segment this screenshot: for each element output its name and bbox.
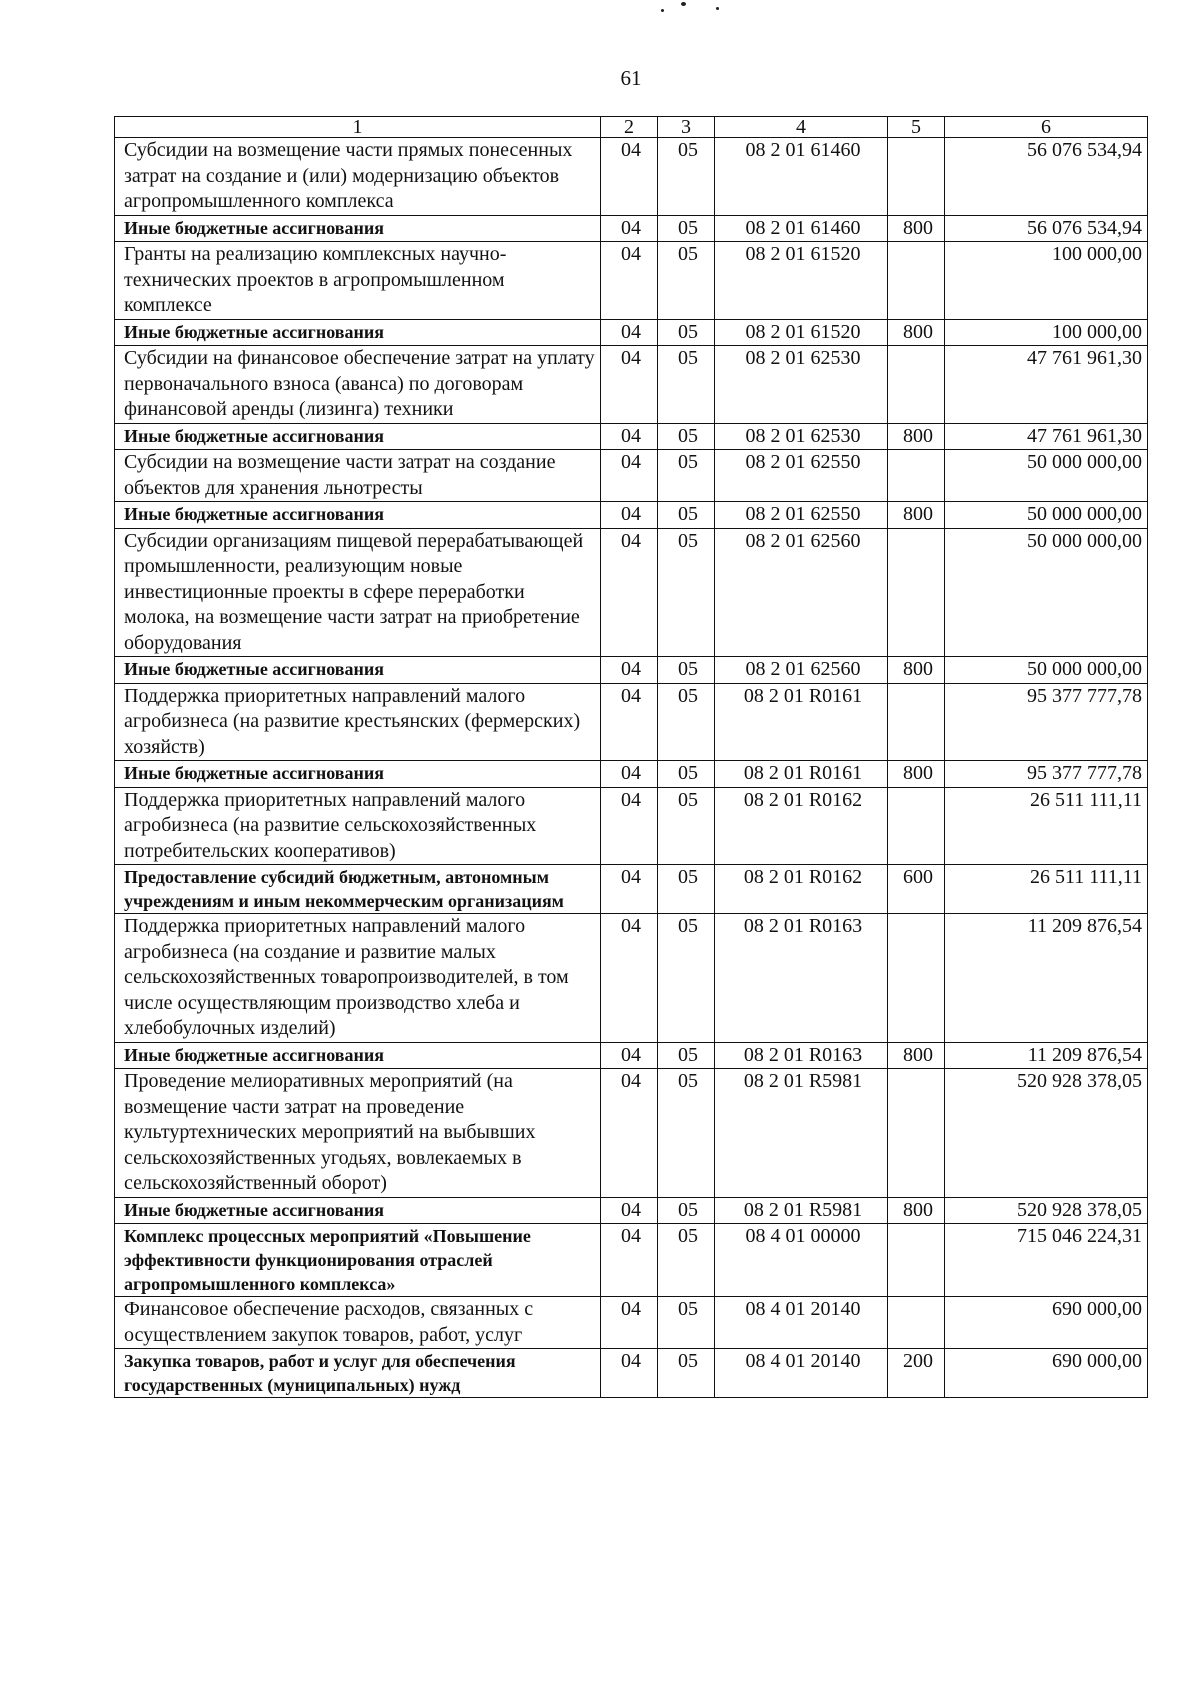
row-section: 04 (601, 1042, 658, 1069)
row-target-code: 08 2 01 R0161 (715, 761, 888, 788)
table-row (115, 319, 1148, 346)
row-name: Предоставление субсидий бюджетным, автономным учреждениям и иным некоммерческим организациям (115, 865, 601, 914)
table-row (115, 242, 1148, 320)
row-amount: 50 000 000,00 (945, 502, 1148, 529)
row-target-code: 08 2 01 R0162 (715, 787, 888, 865)
row-target-code: 08 2 01 62550 (715, 450, 888, 502)
row-name: Закупка товаров, работ и услуг для обеспечения государственных (муниципальных) нужд (115, 1349, 601, 1398)
row-subsection: 05 (658, 346, 715, 424)
row-expense-type (888, 787, 945, 865)
row-amount: 50 000 000,00 (945, 450, 1148, 502)
row-subsection: 05 (658, 319, 715, 346)
header-col-1: 1 (115, 117, 601, 138)
row-name: Иные бюджетные ассигнования (115, 423, 601, 450)
row-amount: 690 000,00 (945, 1349, 1148, 1398)
row-amount: 715 046 224,31 (945, 1224, 1148, 1297)
row-name: Субсидии на возмещение части затрат на создание объектов для хранения льнотресты (115, 450, 601, 502)
budget-table (114, 116, 1148, 1398)
row-name: Иные бюджетные ассигнования (115, 502, 601, 529)
row-section: 04 (601, 319, 658, 346)
row-subsection: 05 (658, 914, 715, 1043)
scan-speck (681, 2, 686, 6)
row-name: Субсидии на финансовое обеспечение затрат на уплату первоначального взноса (аванса) по договорам финансовой аренды (лизинга) техники (115, 346, 601, 424)
row-expense-type (888, 1069, 945, 1198)
row-section: 04 (601, 1349, 658, 1398)
row-target-code: 08 2 01 61460 (715, 138, 888, 216)
table-row (115, 215, 1148, 242)
row-expense-type (888, 1224, 945, 1297)
header-col-4: 4 (715, 117, 888, 138)
row-section: 04 (601, 138, 658, 216)
row-target-code: 08 2 01 62530 (715, 346, 888, 424)
row-name: Субсидии организациям пищевой перерабатывающей промышленности, реализующим новые инвестиционные проекты в сфере переработки молока, на возмещение части затрат на приобретение оборудования (115, 528, 601, 657)
row-expense-type: 800 (888, 657, 945, 684)
row-section: 04 (601, 657, 658, 684)
row-section: 04 (601, 761, 658, 788)
table-row (115, 657, 1148, 684)
row-amount: 11 209 876,54 (945, 914, 1148, 1043)
row-section: 04 (601, 1069, 658, 1198)
row-expense-type: 800 (888, 319, 945, 346)
row-expense-type: 800 (888, 1197, 945, 1224)
row-name: Финансовое обеспечение расходов, связанных с осуществлением закупок товаров, работ, услуг (115, 1297, 601, 1349)
row-name: Проведение мелиоративных мероприятий (на возмещение части затрат на проведение культуртехнических мероприятий на выбывших сельскохозяйственных угодьях, вовлекаемых в сельскохозяйственный оборот) (115, 1069, 601, 1198)
table-row (115, 1297, 1148, 1349)
row-amount: 690 000,00 (945, 1297, 1148, 1349)
row-amount: 50 000 000,00 (945, 657, 1148, 684)
row-section: 04 (601, 1224, 658, 1297)
table-row (115, 1349, 1148, 1398)
row-amount: 100 000,00 (945, 319, 1148, 346)
row-expense-type (888, 346, 945, 424)
table-row (115, 683, 1148, 761)
row-section: 04 (601, 528, 658, 657)
row-target-code: 08 2 01 R0163 (715, 1042, 888, 1069)
row-target-code: 08 2 01 62530 (715, 423, 888, 450)
row-subsection: 05 (658, 657, 715, 684)
row-expense-type (888, 528, 945, 657)
table-row (115, 761, 1148, 788)
row-amount: 47 761 961,30 (945, 423, 1148, 450)
row-target-code: 08 2 01 62560 (715, 657, 888, 684)
row-subsection: 05 (658, 865, 715, 914)
row-amount: 26 511 111,11 (945, 865, 1148, 914)
row-expense-type (888, 683, 945, 761)
row-subsection: 05 (658, 502, 715, 529)
row-target-code: 08 2 01 62560 (715, 528, 888, 657)
row-name: Иные бюджетные ассигнования (115, 1042, 601, 1069)
row-target-code: 08 2 01 61460 (715, 215, 888, 242)
header-col-5: 5 (888, 117, 945, 138)
row-subsection: 05 (658, 1069, 715, 1198)
row-target-code: 08 2 01 R0161 (715, 683, 888, 761)
table-row (115, 138, 1148, 216)
scan-speck (716, 7, 719, 10)
row-subsection: 05 (658, 1224, 715, 1297)
table-row (115, 865, 1148, 914)
row-section: 04 (601, 450, 658, 502)
row-amount: 56 076 534,94 (945, 215, 1148, 242)
row-name: Гранты на реализацию комплексных научно-технических проектов в агропромышленном комплексе (115, 242, 601, 320)
row-subsection: 05 (658, 683, 715, 761)
table-row (115, 346, 1148, 424)
row-target-code: 08 4 01 20140 (715, 1297, 888, 1349)
row-expense-type: 800 (888, 423, 945, 450)
row-target-code: 08 2 01 61520 (715, 319, 888, 346)
row-expense-type (888, 914, 945, 1043)
table-row (115, 787, 1148, 865)
scan-speck (661, 9, 664, 12)
row-section: 04 (601, 215, 658, 242)
row-amount: 100 000,00 (945, 242, 1148, 320)
row-name: Поддержка приоритетных направлений малого агробизнеса (на создание и развитие малых сельскохозяйственных товаропроизводителей, в том числе осуществляющим производство хлеба и хлебобулочных изделий) (115, 914, 601, 1043)
row-subsection: 05 (658, 761, 715, 788)
table-row (115, 450, 1148, 502)
page-number: 61 (620, 66, 642, 90)
row-expense-type (888, 1297, 945, 1349)
row-name: Комплекс процессных мероприятий «Повышение эффективности функционирования отраслей агропромышленного комплекса» (115, 1224, 601, 1297)
table-row (115, 1069, 1148, 1198)
row-amount: 47 761 961,30 (945, 346, 1148, 424)
row-subsection: 05 (658, 138, 715, 216)
row-expense-type (888, 138, 945, 216)
row-target-code: 08 2 01 62550 (715, 502, 888, 529)
row-section: 04 (601, 423, 658, 450)
row-section: 04 (601, 787, 658, 865)
row-section: 04 (601, 914, 658, 1043)
row-section: 04 (601, 502, 658, 529)
row-name: Иные бюджетные ассигнования (115, 319, 601, 346)
row-expense-type: 800 (888, 1042, 945, 1069)
row-section: 04 (601, 346, 658, 424)
row-target-code: 08 4 01 00000 (715, 1224, 888, 1297)
row-name: Поддержка приоритетных направлений малого агробизнеса (на развитие сельскохозяйственных потребительских кооперативов) (115, 787, 601, 865)
row-amount: 26 511 111,11 (945, 787, 1148, 865)
row-section: 04 (601, 865, 658, 914)
row-amount: 520 928 378,05 (945, 1197, 1148, 1224)
header-col-3: 3 (658, 117, 715, 138)
row-expense-type: 800 (888, 502, 945, 529)
row-section: 04 (601, 683, 658, 761)
table-row (115, 1224, 1148, 1297)
row-subsection: 05 (658, 1197, 715, 1224)
table-row (115, 1197, 1148, 1224)
row-name: Поддержка приоритетных направлений малого агробизнеса (на развитие крестьянских (фермерских) хозяйств) (115, 683, 601, 761)
row-subsection: 05 (658, 1297, 715, 1349)
table-row (115, 423, 1148, 450)
row-expense-type: 800 (888, 215, 945, 242)
row-target-code: 08 2 01 61520 (715, 242, 888, 320)
row-section: 04 (601, 1297, 658, 1349)
table-row (115, 502, 1148, 529)
header-col-6: 6 (945, 117, 1148, 138)
row-amount: 95 377 777,78 (945, 761, 1148, 788)
row-amount: 95 377 777,78 (945, 683, 1148, 761)
row-subsection: 05 (658, 787, 715, 865)
row-subsection: 05 (658, 242, 715, 320)
row-section: 04 (601, 242, 658, 320)
row-subsection: 05 (658, 450, 715, 502)
row-name: Иные бюджетные ассигнования (115, 215, 601, 242)
table-row (115, 1042, 1148, 1069)
row-target-code: 08 2 01 R5981 (715, 1069, 888, 1198)
table-row (115, 528, 1148, 657)
header-col-2: 2 (601, 117, 658, 138)
row-name: Иные бюджетные ассигнования (115, 761, 601, 788)
row-target-code: 08 2 01 R0163 (715, 914, 888, 1043)
row-expense-type: 200 (888, 1349, 945, 1398)
row-name: Иные бюджетные ассигнования (115, 657, 601, 684)
row-subsection: 05 (658, 1349, 715, 1398)
row-name: Иные бюджетные ассигнования (115, 1197, 601, 1224)
table-row (115, 914, 1148, 1043)
row-expense-type: 600 (888, 865, 945, 914)
row-amount: 520 928 378,05 (945, 1069, 1148, 1198)
header-row (115, 117, 1148, 138)
row-target-code: 08 2 01 R0162 (715, 865, 888, 914)
row-subsection: 05 (658, 423, 715, 450)
row-name: Субсидии на возмещение части прямых понесенных затрат на создание и (или) модернизацию объектов агропромышленного комплекса (115, 138, 601, 216)
row-target-code: 08 2 01 R5981 (715, 1197, 888, 1224)
row-expense-type: 800 (888, 761, 945, 788)
row-subsection: 05 (658, 1042, 715, 1069)
row-amount: 11 209 876,54 (945, 1042, 1148, 1069)
row-expense-type (888, 450, 945, 502)
row-expense-type (888, 242, 945, 320)
row-amount: 56 076 534,94 (945, 138, 1148, 216)
row-subsection: 05 (658, 215, 715, 242)
row-subsection: 05 (658, 528, 715, 657)
row-target-code: 08 4 01 20140 (715, 1349, 888, 1398)
row-amount: 50 000 000,00 (945, 528, 1148, 657)
row-section: 04 (601, 1197, 658, 1224)
